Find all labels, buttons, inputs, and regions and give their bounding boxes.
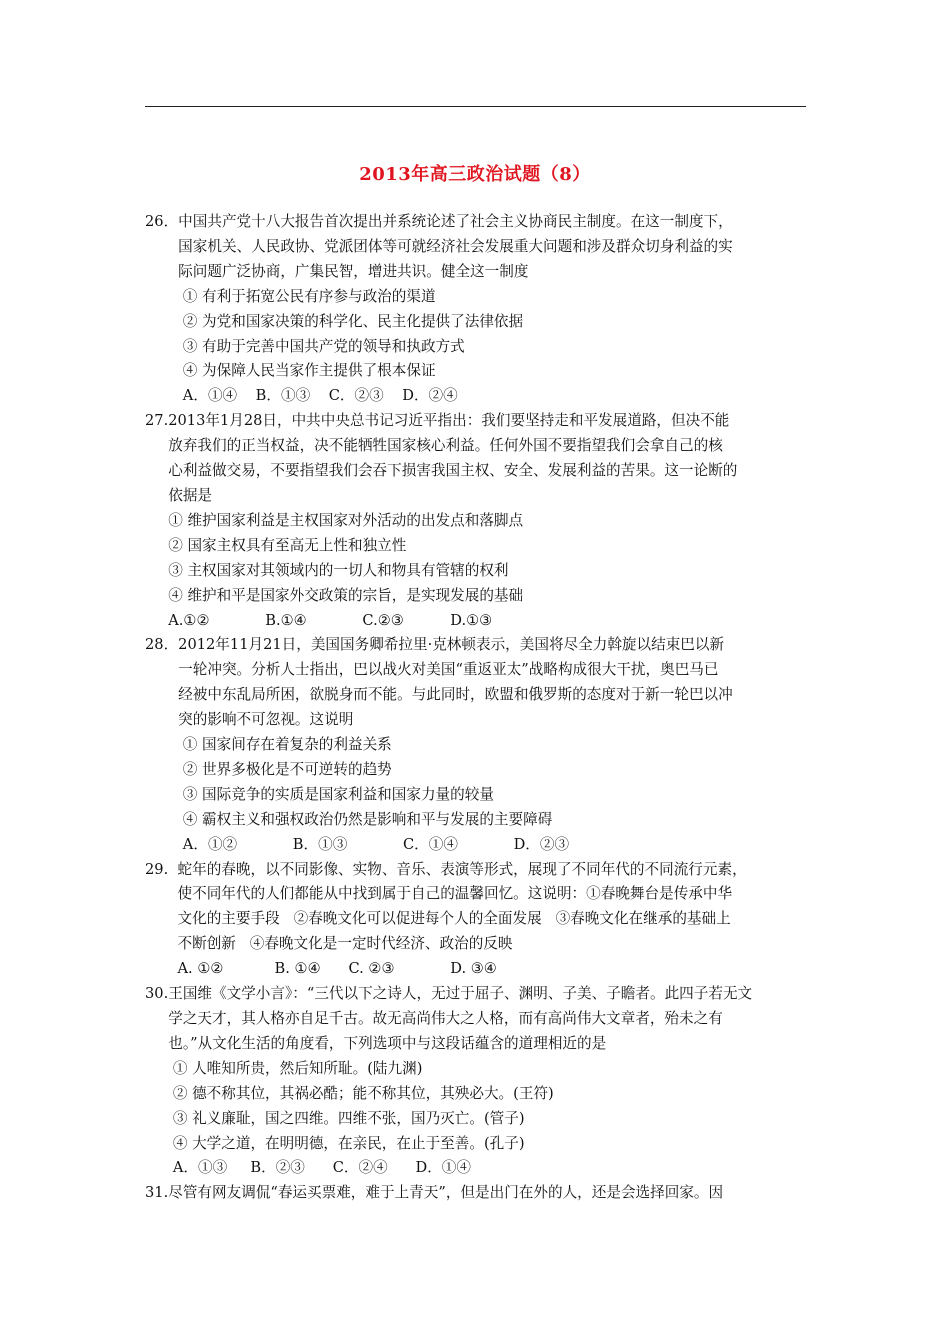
question-28 [145, 633, 815, 857]
question-number: 28． [145, 636, 179, 654]
question-text-line: 使不同年代的人们都能从中找到属于自己的温馨回忆。这说明：①春晚舞台是传承中华 [177, 885, 733, 903]
question-body [178, 858, 816, 983]
statement-item: ① 有利于拓宽公民有序参与政治的渠道 [178, 287, 436, 305]
question-text-line: 中国共产党十八大报告首次提出并系统论述了社会主义协商民主制度。在这一制度下， [178, 213, 733, 230]
question-31 [145, 1181, 815, 1206]
question-text-line: 心利益做交易，不要指望我们会吞下损害我国主权、安全、发展利益的苦果。这一论断的 [168, 462, 738, 480]
question-text-line: 国家机关、人民政协、党派团体等可就经济社会发展重大问题和涉及群众切身利益的实 [178, 237, 733, 255]
answer-options: A．①② B．①③ C．①④ D．②③ [178, 835, 570, 853]
answer-options: A. ①② B. ①④ C. ②③ D. ③④ [177, 960, 497, 978]
question-text-line: 经被中东乱局所困，欲脱身而不能。与此同时，欧盟和俄罗斯的态度对于新一轮巴以冲 [178, 686, 733, 704]
statement-item: ④ 霸权主义和强权政治仍然是影响和平与发展的主要障碍 [178, 810, 553, 828]
page-title: 2013年高三政治试题（8） [359, 164, 591, 185]
question-number: 30. [145, 985, 169, 1003]
question-26 [145, 210, 815, 409]
statement-item: ② 德不称其位，其祸必酷；能不称其位，其殃必大。(王符) [168, 1084, 554, 1102]
question-text-line: 文化的主要手段 ②春晚文化可以促进每个人的全面发展 ③春晚文化在继承的基础上 [177, 910, 731, 928]
question-body [178, 210, 815, 409]
question-text-line: 2013年1月28日，中共中央总书记习近平指出：我们要坚持走和平发展道路，但决不能 [168, 412, 730, 430]
question-number: 27. [145, 412, 169, 430]
statement-item: ② 国家主权具有至高无上性和独立性 [168, 536, 407, 554]
question-number: 31. [145, 1184, 169, 1202]
question-number: 29. [145, 860, 178, 878]
answer-options: A．①④ B．①③ C．②③ D．②④ [178, 387, 458, 405]
question-text-line: 尽管有网友调侃“春运买票难，难于上青天”，但是出门在外的人，还是会选择回家。因 [168, 1184, 724, 1202]
answer-options: A.①② B.①④ C.②③ D.①③ [168, 611, 493, 629]
question-30 [145, 982, 815, 1181]
statement-item: ② 世界多极化是不可逆转的趋势 [178, 760, 392, 778]
question-list [145, 210, 815, 1206]
question-text-line: 放弃我们的正当权益，决不能牺牲国家核心利益。任何外国不要指望我们会拿自己的核 [168, 437, 723, 455]
statement-item: ① 维护国家利益是主权国家对外活动的出发点和落脚点 [168, 511, 524, 529]
statement-item: ④ 大学之道，在明明德，在亲民，在止于至善。(孔子) [168, 1134, 525, 1152]
question-text-line: 蛇年的春晚，以不同影像、实物、音乐、表演等形式，展现了不同年代的不同流行元素， [177, 860, 747, 878]
statement-item: ② 为党和国家决策的科学化、民主化提供了法律依据 [178, 312, 524, 330]
question-text-line: 王国维《文学小言》：“三代以下之诗人，无过于屈子、渊明、子美、子瞻者。此四子若无文 [168, 985, 753, 1003]
question-text-line: 也。”从文化生活的角度看，下列选项中与这段话蕴含的道理相近的是 [168, 1034, 607, 1052]
statement-item: ③ 国际竞争的实质是国家利益和国家力量的较量 [178, 785, 494, 803]
question-body [168, 409, 815, 633]
statement-item: ③ 礼义廉耻，国之四维。四维不张，国乃灭亡。(管子) [168, 1109, 525, 1127]
question-body [168, 1181, 815, 1206]
question-text-line: 学之天才，其人格亦自足千古。故无高尚伟大之人格，而有高尚伟大文章者，殆未之有 [168, 1010, 723, 1027]
question-body [178, 633, 815, 857]
question-text-line: 2012年11月21日，美国国务卿希拉里·克林顿表示，美国将尽全力斡旋以结束巴以新 [178, 636, 725, 654]
question-27 [145, 409, 815, 633]
header-rule [145, 106, 806, 107]
statement-item: ④ 维护和平是国家外交政策的宗旨，是实现发展的基础 [168, 586, 524, 604]
question-text-line: 依据是 [168, 486, 213, 504]
question-text-line: 一轮冲突。分析人士指出，巴以战火对美国“重返亚太”战略构成很大干扰，奥巴马已 [178, 661, 719, 679]
question-29 [145, 858, 815, 983]
question-text-line: 不断创新 ④春晚文化是一定时代经济、政治的反映 [177, 935, 513, 953]
question-number: 26． [145, 213, 179, 230]
statement-item: ① 国家间存在着复杂的利益关系 [178, 736, 392, 754]
question-text-line: 突的影响不可忽视。这说明 [178, 711, 354, 729]
statement-item: ④ 为保障人民当家作主提供了根本保证 [178, 362, 436, 380]
answer-options: A．①③ B．②③ C．②④ D．①④ [168, 1159, 471, 1177]
question-body [168, 982, 815, 1181]
statement-item: ③ 主权国家对其领域内的一切人和物具有管辖的权利 [168, 561, 509, 579]
question-text-line: 际问题广泛协商，广集民智，增进共识。健全这一制度 [178, 262, 529, 280]
statement-item: ① 人唯知所贵，然后知所耻。(陆九渊) [168, 1059, 423, 1077]
statement-item: ③ 有助于完善中国共产党的领导和执政方式 [178, 337, 465, 355]
